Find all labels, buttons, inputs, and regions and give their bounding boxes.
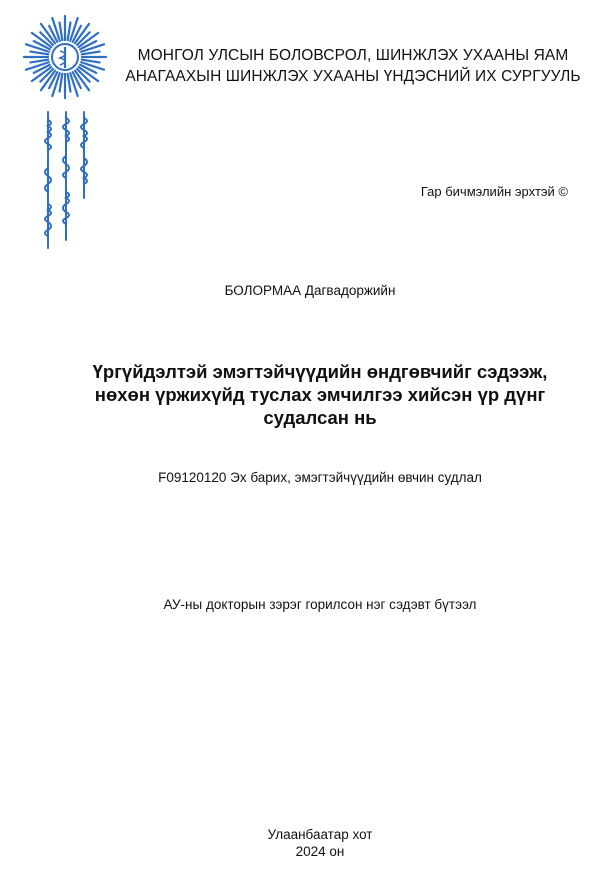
university-emblem-icon xyxy=(22,14,108,100)
emblem-ray xyxy=(60,22,63,40)
university-name: АНАГААХЫН ШИНЖЛЭХ УХААНЫ ҮНДЭСНИЙ ИХ СУРГУУЛЬ xyxy=(125,68,581,85)
emblem-ray xyxy=(82,60,100,63)
place-and-year xyxy=(40,826,600,860)
city: Улаанбаатар хот xyxy=(267,827,373,842)
mongolian-script-inscription xyxy=(22,108,108,258)
degree-statement: АУ-ны докторын зэрэг горилсон нэг сэдэвт бүтээл xyxy=(163,597,477,612)
emblem-ray xyxy=(68,74,71,92)
institution-header xyxy=(118,45,588,87)
specialty-code: F09120120 Эх барих, эмэгтэйчүүдийн өвчин судлал xyxy=(158,470,482,485)
emblem-ray xyxy=(82,52,100,55)
author-name: БОЛОРМАА Дагвадоржийн xyxy=(224,283,396,298)
thesis-title-line: нөхөн үржихүйд туслах эмчилгээ хийсэн үр дүнг xyxy=(94,384,546,405)
thesis-title xyxy=(60,360,580,429)
ministry-name: МОНГОЛ УЛСЫН БОЛОВСРОЛ, ШИНЖЛЭХ УХААНЫ ЯАМ xyxy=(137,47,569,64)
emblem-ray xyxy=(68,22,71,40)
emblem-ray xyxy=(30,52,48,55)
copyright-notice: Гар бичмэлийн эрхтэй © xyxy=(420,184,568,199)
thesis-title-line: судалсан нь xyxy=(263,407,377,428)
emblem-ray xyxy=(60,74,63,92)
thesis-title-line: Үргүйдэлтэй эмэгтэйчүүдийн өндгөвчийг сэдээж, xyxy=(92,361,548,382)
year: 2024 он xyxy=(295,844,345,859)
emblem-ray xyxy=(30,60,48,63)
